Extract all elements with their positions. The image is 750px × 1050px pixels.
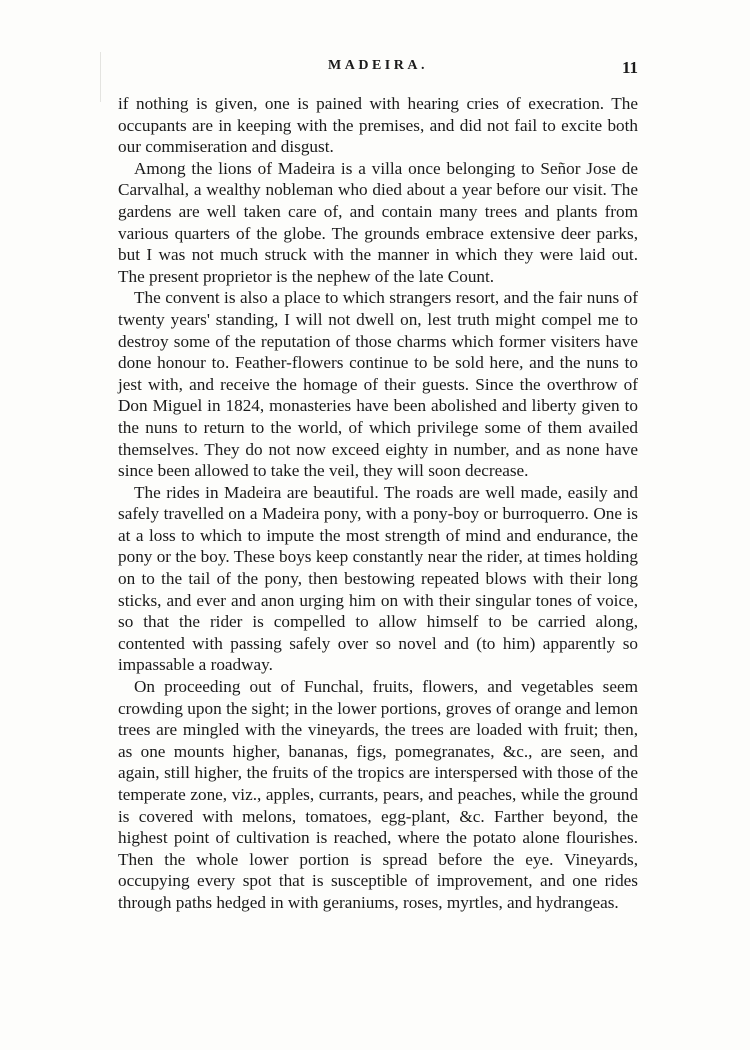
- body-text: [118, 93, 638, 914]
- page-header: [118, 58, 638, 84]
- paragraph-rides: The rides in Madeira are beautiful. The roads are well made, easily and safely travelled on a Madeira pony, with a pony-boy or burroquerro. One is at a loss to which to impute the most strength of mind and endurance, the pony or the boy. These boys keep constantly near the rider, at times holding on to the tail of the pony, then bestowing repeated blows with their long sticks, and ever and anon urging him on with their singular tones of voice, so that the rider is compelled to allow himself to be carried along, contented with passing safely over so novel and (to him) apparently so impassable a roadway.: [118, 482, 638, 675]
- paragraph-villa: Among the lions of Madeira is a villa once belonging to Señor Jose de Carvalhal, a wealthy nobleman who died about a year before our visit. The gardens are well taken care of, and contain many trees and plants from various quarters of the globe. The grounds embrace extensive deer parks, but I was not much struck with the manner in which they were laid out. The present proprietor is the nephew of the late Count.: [118, 158, 638, 286]
- paragraph-continued: if nothing is given, one is pained with hearing cries of execration. The occupants are in keeping with the premises, and did not fail to excite both our commiseration and disgust.: [118, 94, 638, 157]
- paragraph-convent: The convent is also a place to which strangers resort, and the fair nuns of twenty years' standing, I will not dwell on, lest truth might compel me to destroy some of the reputation of those charms which former visiters have done honour to. Feather-flowers continue to be sold here, and the nuns to jest with, and receive the homage of their guests. Since the overthrow of Don Miguel in 1824, monasteries have been abolished and liberty given to the nuns to return to the world, of which privilege some of them availed themselves. They do not now exceed eighty in number, and as none have since been allowed to take the veil, they will soon decrease.: [118, 288, 638, 481]
- page-number: 11: [621, 58, 638, 77]
- paragraph-funchal: On proceeding out of Funchal, fruits, flowers, and vegetables seem crowding upon the sight; in the lower portions, groves of orange and lemon trees are mingled with the vineyards, the trees are loaded with fruit; then, as one mounts higher, bananas, figs, pomegranates, &c., are seen, and again, still higher, the fruits of the tropics are interspersed with those of the temperate zone, viz., apples, currants, pears, and peaches, while the ground is covered with melons, tomatoes, egg-plant, &c. Farther beyond, the highest point of cultivation is reached, where the potato alone flourishes. Then the whole lower portion is spread before the eye. Vineyards, occupying every spot that is susceptible of improvement, and one rides through paths hedged in with geraniums, roses, myrtles, and hydrangeas.: [118, 677, 638, 912]
- page-edge-shadow: [100, 52, 101, 102]
- running-head: MADEIRA.: [328, 58, 428, 73]
